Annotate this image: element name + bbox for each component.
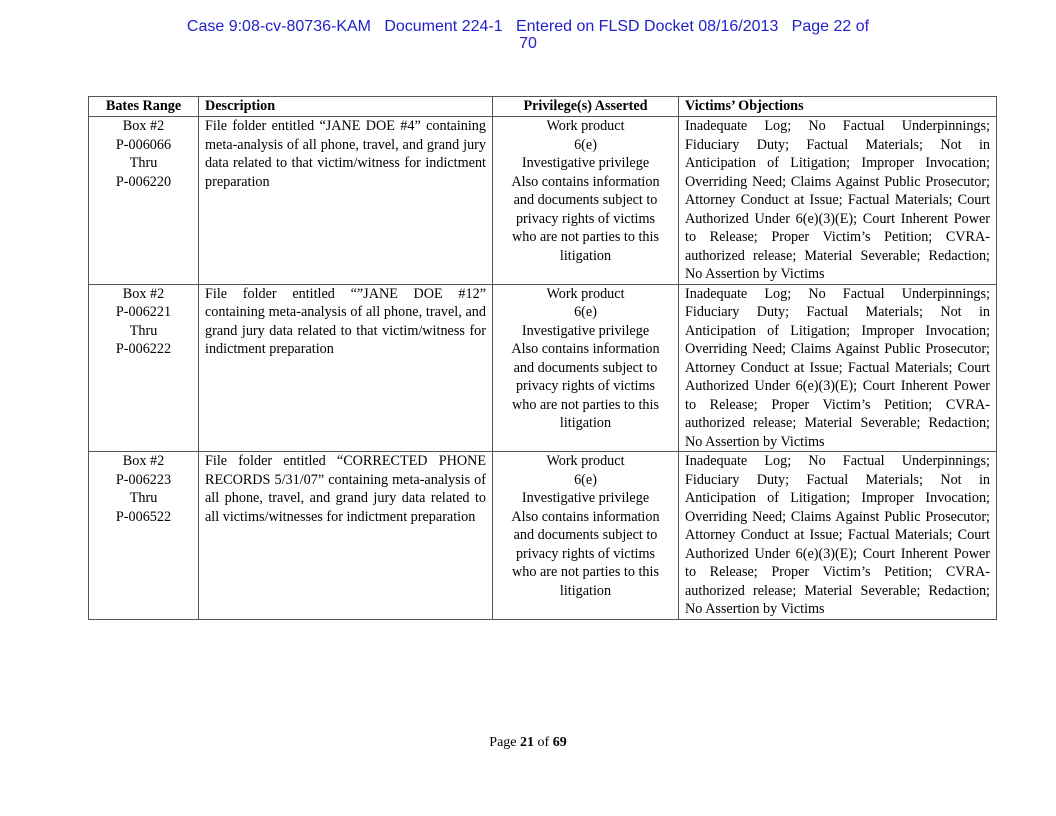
footer-page-number: 21 — [520, 735, 535, 750]
objections-cell: Inadequate Log; No Factual Underpinnings; Fiduciary Duty; Factual Materials; Not in Anticipation of Litigation; Improper Invocation; Overriding Need; Claims Against Public Prosecutor; Attorney Conduct at Issue; Factual Materials; Court Authorized Under 6(e)(3)(E); Court Inherent Power to Release; Proper Victim’s Petition; CVRA-authorized release; Material Severable; Redaction; No Assertion by Victims — [679, 117, 997, 285]
objections-cell: Inadequate Log; No Factual Underpinnings; Fiduciary Duty; Factual Materials; Not in Anticipation of Litigation; Improper Invocation; Overriding Need; Claims Against Public Prosecutor; Attorney Conduct at Issue; Factual Materials; Court Authorized Under 6(e)(3)(E); Court Inherent Power to Release; Proper Victim’s Petition; CVRA-authorized release; Material Severable; Redaction; No Assertion by Victims — [679, 452, 997, 620]
docket-header-line-1: Case 9:08-cv-80736-KAM Document 224-1 Entered on FLSD Docket 08/16/2013 Page 22 of — [186, 18, 870, 35]
description-cell: File folder entitled “CORRECTED PHONE RECORDS 5/31/07” containing meta-analysis of all phone, travel, and grand jury data related to all victims/witnesses for indictment preparation — [199, 452, 493, 620]
footer-of-label: of — [537, 735, 550, 750]
privilege-line: Also contains information — [511, 173, 660, 190]
column-header-description: Description — [199, 97, 493, 117]
bates-start: P-006066 — [115, 136, 172, 153]
privilege-line: and documents subject to — [513, 527, 658, 543]
privilege-line: Work product — [546, 453, 625, 469]
privilege-line: litigation — [559, 247, 612, 264]
privilege-line: 6(e) — [574, 304, 597, 320]
description-cell: File folder entitled “JANE DOE #4” containing meta-analysis of all phone, travel, and grand jury data related to that victim/witness for indictment preparation — [199, 117, 493, 285]
footer-page-label: Page — [489, 735, 517, 750]
bates-box: Box #2 — [122, 118, 165, 134]
privilege-line: Also contains information — [511, 341, 660, 357]
privilege-line: privacy rights of victims — [515, 378, 656, 394]
privilege-cell — [493, 284, 679, 452]
privilege-line: Investigative privilege — [521, 490, 650, 506]
bates-thru: Thru — [129, 490, 158, 506]
bates-end: P-006522 — [115, 508, 172, 525]
column-header-victims-objections: Victims’ Objections — [679, 97, 997, 117]
privilege-cell — [493, 452, 679, 620]
privilege-line: Investigative privilege — [521, 322, 650, 339]
privilege-line: who are not parties to this — [512, 396, 659, 413]
bates-start: P-006221 — [115, 304, 172, 320]
privilege-line: 6(e) — [574, 136, 597, 153]
footer-page-total: 69 — [552, 735, 567, 750]
privilege-log-table — [88, 96, 997, 620]
bates-range-cell — [89, 117, 199, 285]
docket-header-line-2: 70 — [519, 35, 537, 52]
table-row — [89, 452, 997, 620]
bates-thru: Thru — [129, 155, 158, 171]
privilege-line: and documents subject to — [513, 192, 658, 208]
privilege-line: litigation — [559, 415, 612, 431]
privilege-line: litigation — [559, 582, 612, 599]
privilege-line: Investigative privilege — [521, 155, 650, 171]
privilege-line: and documents subject to — [513, 359, 658, 376]
privilege-line: Work product — [546, 285, 625, 302]
column-header-privileges-asserted: Privilege(s) Asserted — [493, 97, 679, 117]
page-footer — [0, 735, 1056, 751]
privilege-line: privacy rights of victims — [515, 210, 656, 227]
bates-box: Box #2 — [122, 453, 165, 469]
bates-range-cell — [89, 452, 199, 620]
privilege-line: Work product — [546, 118, 625, 134]
bates-end: P-006220 — [115, 173, 172, 190]
bates-range-cell — [89, 284, 199, 452]
table-row — [89, 284, 997, 452]
bates-start: P-006223 — [115, 471, 172, 488]
privilege-line: 6(e) — [574, 471, 597, 488]
table-row — [89, 117, 997, 285]
privilege-line: who are not parties to this — [512, 564, 659, 580]
privilege-cell — [493, 117, 679, 285]
description-cell: File folder entitled “”JANE DOE #12” containing meta-analysis of all phone, travel, and grand jury data related to that victim/witness for indictment preparation — [199, 284, 493, 452]
bates-thru: Thru — [129, 322, 158, 339]
column-header-bates-range: Bates Range — [89, 97, 199, 117]
bates-end: P-006222 — [115, 341, 172, 357]
table-header-row — [89, 97, 997, 117]
privilege-line: who are not parties to this — [512, 229, 659, 245]
objections-cell: Inadequate Log; No Factual Underpinnings; Fiduciary Duty; Factual Materials; Not in Anticipation of Litigation; Improper Invocation; Overriding Need; Claims Against Public Prosecutor; Attorney Conduct at Issue; Factual Materials; Court Authorized Under 6(e)(3)(E); Court Inherent Power to Release; Proper Victim’s Petition; CVRA-authorized release; Material Severable; Redaction; No Assertion by Victims — [679, 284, 997, 452]
privilege-line: privacy rights of victims — [515, 545, 656, 562]
docket-header — [0, 18, 1056, 52]
privilege-line: Also contains information — [511, 508, 660, 525]
bates-box: Box #2 — [122, 285, 165, 302]
